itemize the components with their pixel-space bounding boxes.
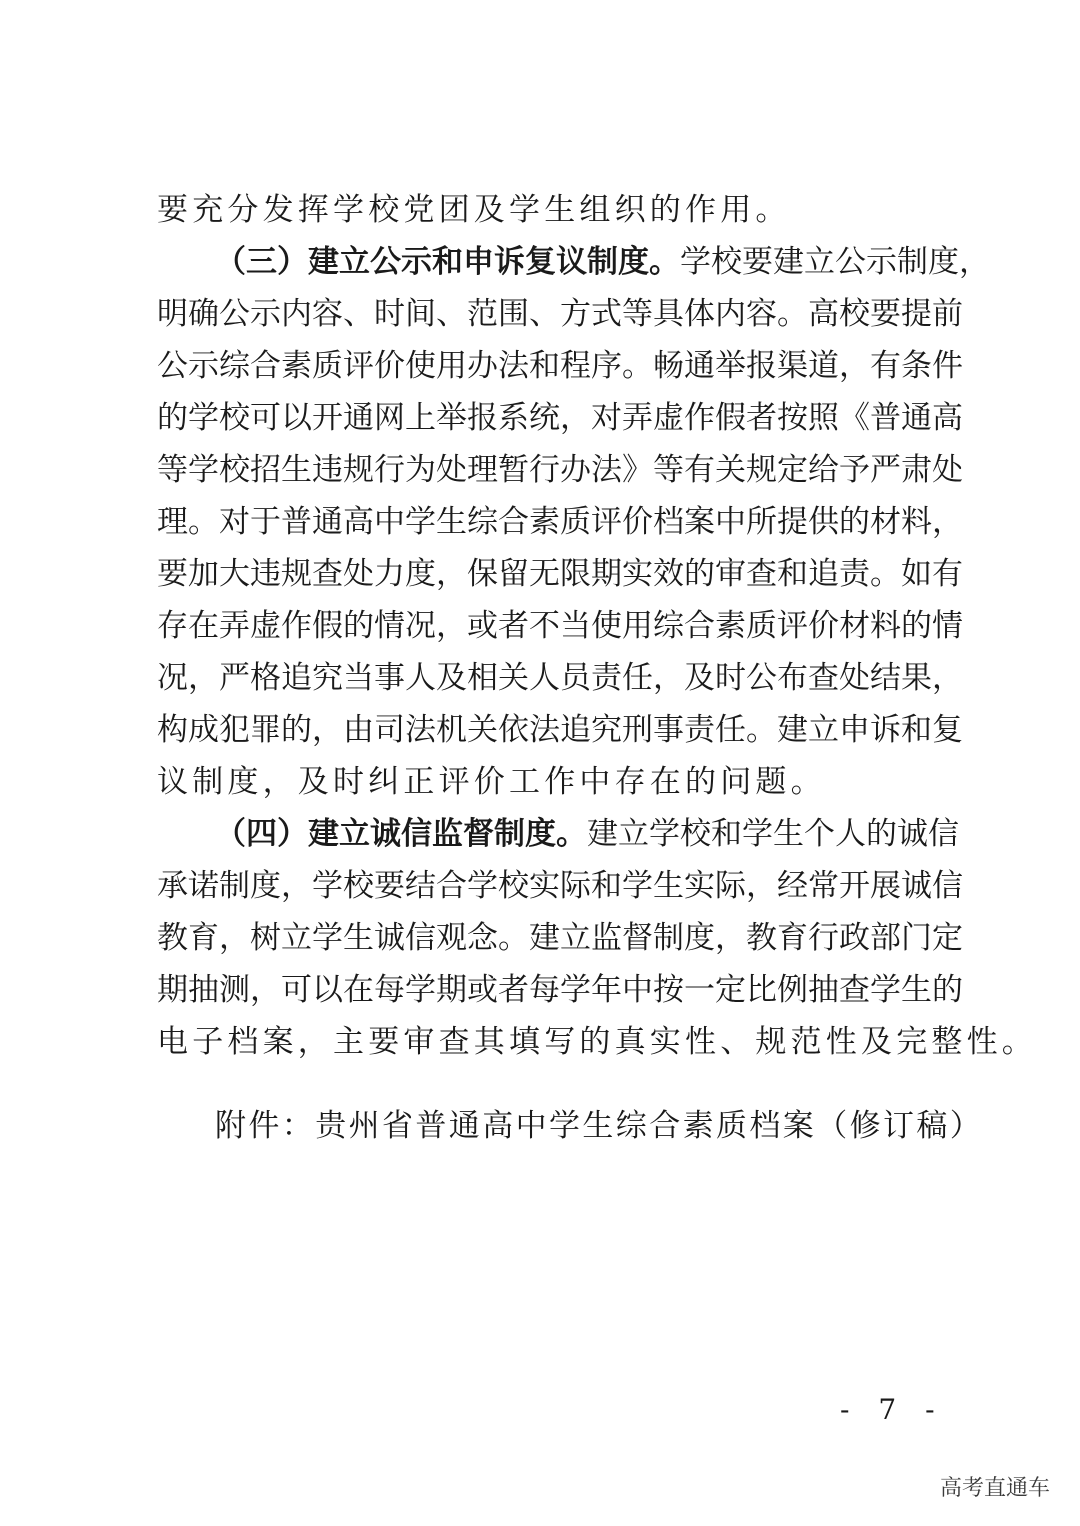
body-line-1: 要充分发挥学校党团及学生组织的作用。 — [157, 192, 791, 228]
body-line-8: 存在弄虚作假的情况，或者不当使用综合素质评价材料的情 — [157, 608, 963, 644]
body-line-7: 要加大违规查处力度，保留无限期实效的审查和追责。如有 — [157, 556, 963, 592]
body-line-13: 教育，树立学生诚信观念。建立监督制度，教育行政部门定 — [157, 920, 963, 956]
body-line-9: 况，严格追究当事人及相关人员责任，及时公布查处结果， — [157, 660, 963, 696]
body-line-3: 公示综合素质评价使用办法和程序。畅通举报渠道，有条件 — [157, 348, 963, 384]
section-4-heading: （四）建立诚信监督制度。 — [215, 816, 587, 852]
body-line-2: 明确公示内容、时间、范围、方式等具体内容。高校要提前 — [157, 296, 963, 332]
body-line-5: 等学校招生违规行为处理暂行办法》等有关规定给予严肃处 — [157, 452, 963, 488]
section-3-lead-text: 学校要建立公示制度， — [680, 244, 990, 280]
watermark-text: 高考直通车 — [939, 1476, 1050, 1501]
section-4-first-line — [215, 808, 959, 860]
page-number: - 7 - — [840, 1393, 945, 1426]
body-line-12: 承诺制度，学校要结合学校实际和学生实际，经常开展诚信 — [157, 868, 963, 904]
body-line-15: 电子档案，主要审查其填写的真实性、规范性及完整性。 — [157, 1024, 1037, 1060]
section-3-heading: （三）建立公示和申诉复议制度。 — [215, 244, 680, 280]
body-line-14: 期抽测，可以在每学期或者每学年中按一定比例抽查学生的 — [157, 972, 963, 1008]
attachment-note: 附件：贵州省普通高中学生综合素质档案（修订稿） — [215, 1108, 984, 1144]
section-4-lead-text: 建立学校和学生个人的诚信 — [587, 816, 959, 852]
section-3-first-line — [215, 236, 990, 288]
body-line-4: 的学校可以开通网上举报系统，对弄虚作假者按照《普通高 — [157, 400, 963, 436]
body-line-10: 构成犯罪的，由司法机关依法追究刑事责任。建立申诉和复 — [157, 712, 963, 748]
body-line-11: 议制度，及时纠正评价工作中存在的问题。 — [157, 764, 826, 800]
body-line-6: 理。对于普通高中学生综合素质评价档案中所提供的材料， — [157, 504, 963, 540]
